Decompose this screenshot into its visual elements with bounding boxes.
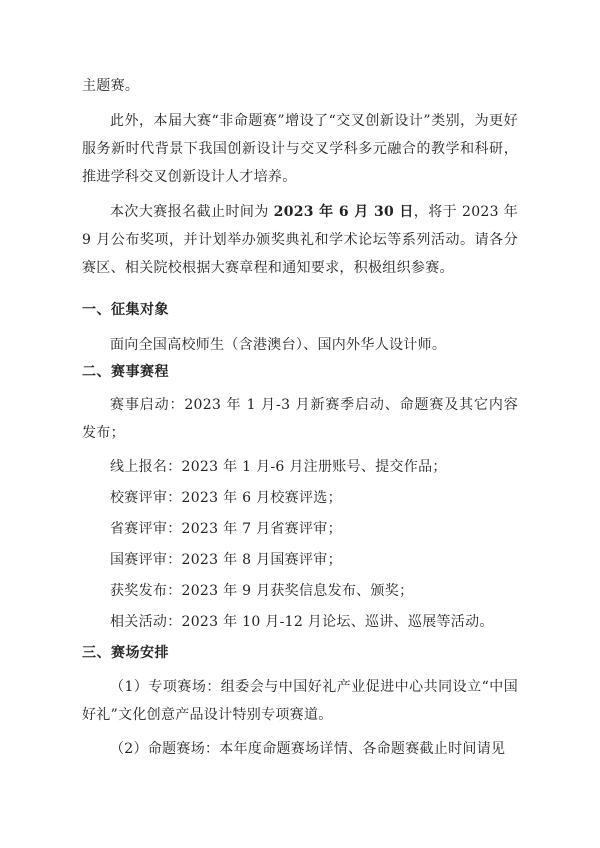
section-heading-schedule: 二、赛事赛程 bbox=[82, 364, 169, 380]
eligibility-text: 面向全国高校师生（含港澳台）、国内外华人设计师。 bbox=[110, 337, 447, 353]
schedule-item: 校赛评审：2023 年 6 月校赛评选； bbox=[110, 490, 342, 506]
section-heading-arrangement: 三、赛场安排 bbox=[82, 645, 169, 661]
schedule-kickoff: 赛事启动：2023 年 1 月-3 月新赛季启动、命题赛及其它内容发布； bbox=[82, 397, 518, 441]
deadline-intro: 本次大赛报名截止时间为 bbox=[110, 204, 274, 220]
schedule-item: 省赛评审：2023 年 7 月省赛评审； bbox=[110, 521, 342, 537]
arrangement-item-themed: （2）命题赛场：本年度命题赛场详情、各命题赛截止时间请见 bbox=[110, 741, 506, 757]
paragraph-deadline bbox=[82, 198, 518, 282]
schedule-item: 国赛评审：2023 年 8 月国赛评审； bbox=[110, 552, 342, 568]
schedule-item: 获奖发布：2023 年 9 月获奖信息发布、颁奖； bbox=[110, 583, 414, 599]
arrangement-item-special: （1）专项赛场：组委会与中国好礼产业促进中心共同设立“中国好礼”文化创意产品设计特别专项赛道。 bbox=[82, 679, 518, 723]
paragraph-continuation: 主题赛。 bbox=[82, 78, 140, 94]
schedule-item: 相关活动：2023 年 10 月-12 月论坛、巡讲、巡展等活动。 bbox=[110, 614, 494, 630]
deadline-rest: ，将于 2023 年 9 月公布奖项，并计划举办颁奖典礼和学术论坛等系列活动。请各分赛区、相关院校根据大赛章程和通知要求，积极组织参赛。 bbox=[82, 204, 518, 276]
deadline-date: 2023 年 6 月 30 日 bbox=[273, 204, 414, 220]
schedule-item: 线上报名：2023 年 1 月-6 月注册账号、提交作品； bbox=[110, 459, 447, 475]
paragraph-cross-innovation: 此外，本届大赛“非命题赛”增设了“交叉创新设计”类别，为更好服务新时代背景下我国创新设计与交叉学科多元融合的教学和科研，推进学科交叉创新设计人才培养。 bbox=[82, 113, 518, 185]
section-heading-eligibility: 一、征集对象 bbox=[82, 302, 169, 318]
